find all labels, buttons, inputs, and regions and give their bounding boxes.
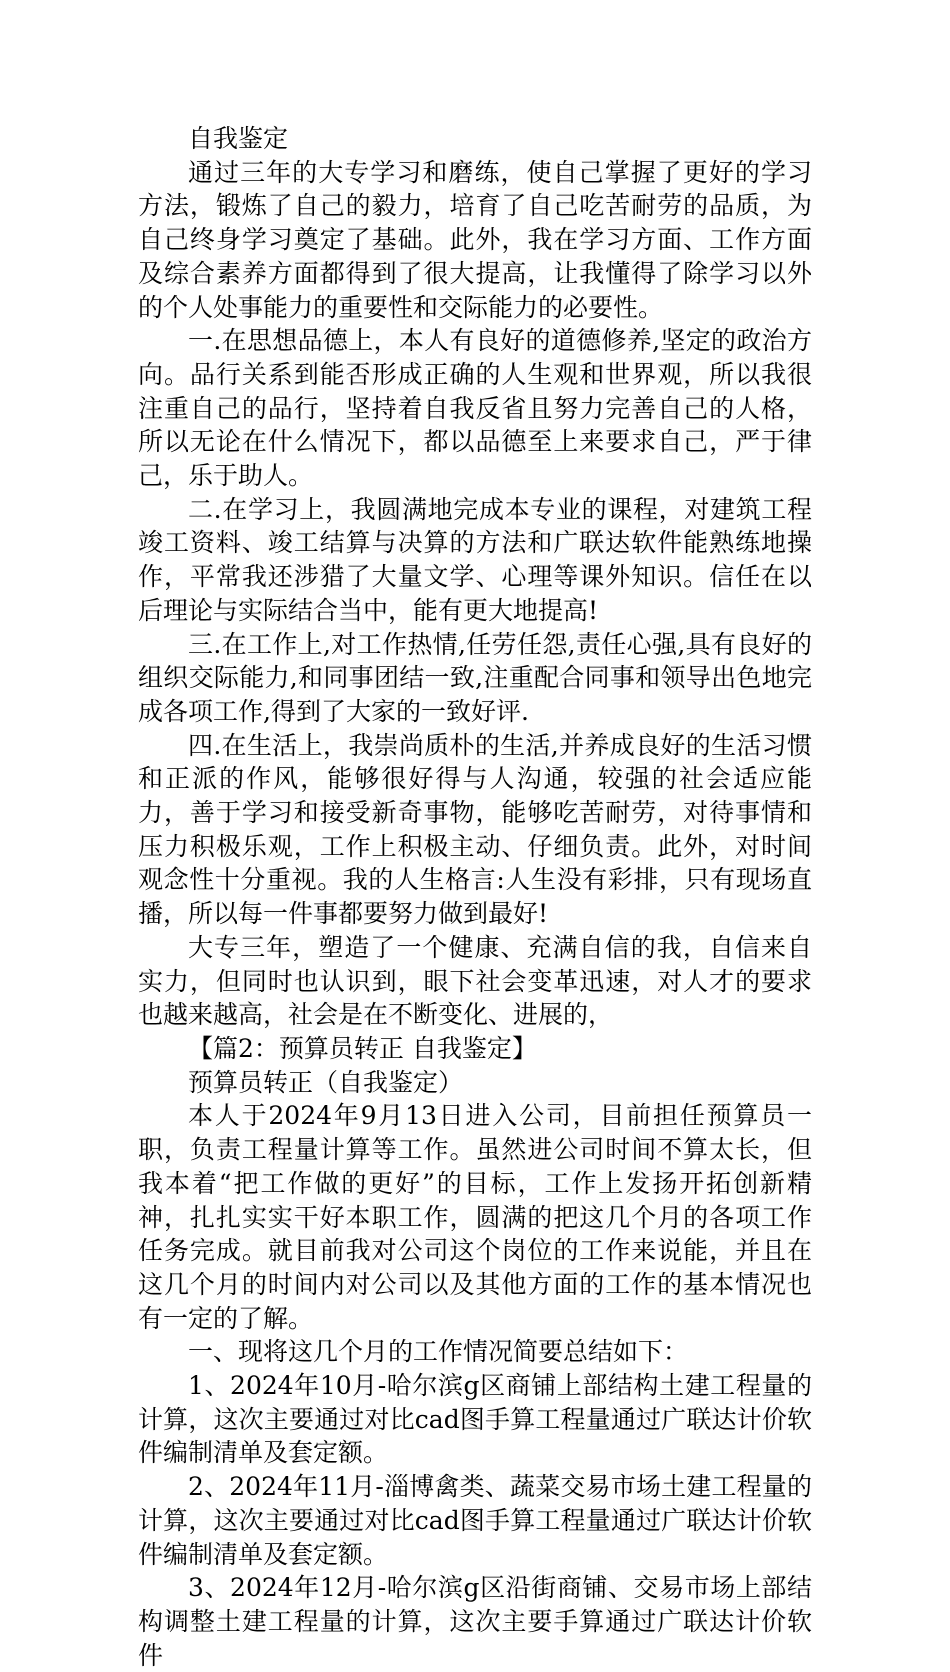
paragraph-overview: 一、现将这几个月的工作情况简要总结如下： <box>188 1337 689 1367</box>
list-item-3: 3、2024年12月-哈尔滨g区沿街商铺、交易市场上部结构调整土建工程量的计算，这次主要手算通过广联达计价软件 <box>138 1573 812 1670</box>
paragraph-entry: 本人于2024年9月13日进入公司，目前担任预算员一职，负责工程量计算等工作。虽然进公司时间不算太长，但我本着“把工作做的更好”的目标，工作上发扬开拓创新精神，扎扎实实干好本职工作，圆满的把这几个月的各项工作任务完成。就目前我对公司这个岗位的工作来说能，并且在这几个月的时间内对公司以及其他方面的工作的基本情况也有一定的了解。 <box>138 1101 812 1333</box>
section-heading: 【篇2：预算员转正 自我鉴定】 <box>188 1033 537 1063</box>
document-title: 自我鉴定 <box>188 124 289 153</box>
document-page <box>138 122 812 1672</box>
paragraph-work: 三.在工作上,对工作热情,任劳任怨,责任心强,具有良好的组织交际能力,和同事团结一致,注重配合同事和领导出色地完成各项工作,得到了大家的一致好评. <box>138 629 812 726</box>
paragraph-moral: 一.在思想品德上，本人有良好的道德修养,坚定的政治方向。品行关系到能否形成正确的人生观和世界观，所以我很注重自己的品行，坚持着自我反省且努力完善自己的人格，所以无论在什么情况下，都以品德至上来要求自己，严于律己，乐于助人。 <box>138 326 812 491</box>
paragraph-summary: 大专三年，塑造了一个健康、充满自信的我，自信来自实力，但同时也认识到，眼下社会变革迅速，对人才的要求也越来越高，社会是在不断变化、进展的， <box>138 932 812 1030</box>
paragraph-life: 四.在生活上，我崇尚质朴的生活,并养成良好的生活习惯和正派的作风，能够很好得与人沟通，较强的社会适应能力，善于学习和接受新奇事物，能够吃苦耐劳，对待事情和压力积极乐观，工作上积极主动、仔细负责。此外，对时间观念性十分重视。我的人生格言:人生没有彩排，只有现场直播，所以每一件事都要努力做到最好! <box>138 730 812 929</box>
section-subtitle: 预算员转正（自我鉴定） <box>188 1067 464 1097</box>
list-item-1: 1、2024年10月-哈尔滨g区商铺上部结构土建工程量的计算，这次主要通过对比cad图手算工程量通过广联达计价软件编制清单及套定额。 <box>138 1371 812 1468</box>
paragraph-study: 二.在学习上，我圆满地完成本专业的课程，对建筑工程竣工资料、竣工结算与决算的方法和广联达软件能熟练地操作，平常我还涉猎了大量文学、心理等课外知识。信任在以后理论与实际结合当中，能有更大地提高! <box>138 494 812 625</box>
list-item-2: 2、2024年11月-淄博禽类、蔬菜交易市场土建工程量的计算，这次主要通过对比cad图手算工程量通过广联达计价软件编制清单及套定额。 <box>138 1472 812 1569</box>
paragraph-intro: 通过三年的大专学习和磨练，使自己掌握了更好的学习方法，锻炼了自己的毅力，培育了自己吃苦耐劳的品质，为自己终身学习奠定了基础。此外，我在学习方面、工作方面及综合素养方面都得到了很大提高，让我懂得了除学习以外的个人处事能力的重要性和交际能力的必要性。 <box>138 157 812 322</box>
